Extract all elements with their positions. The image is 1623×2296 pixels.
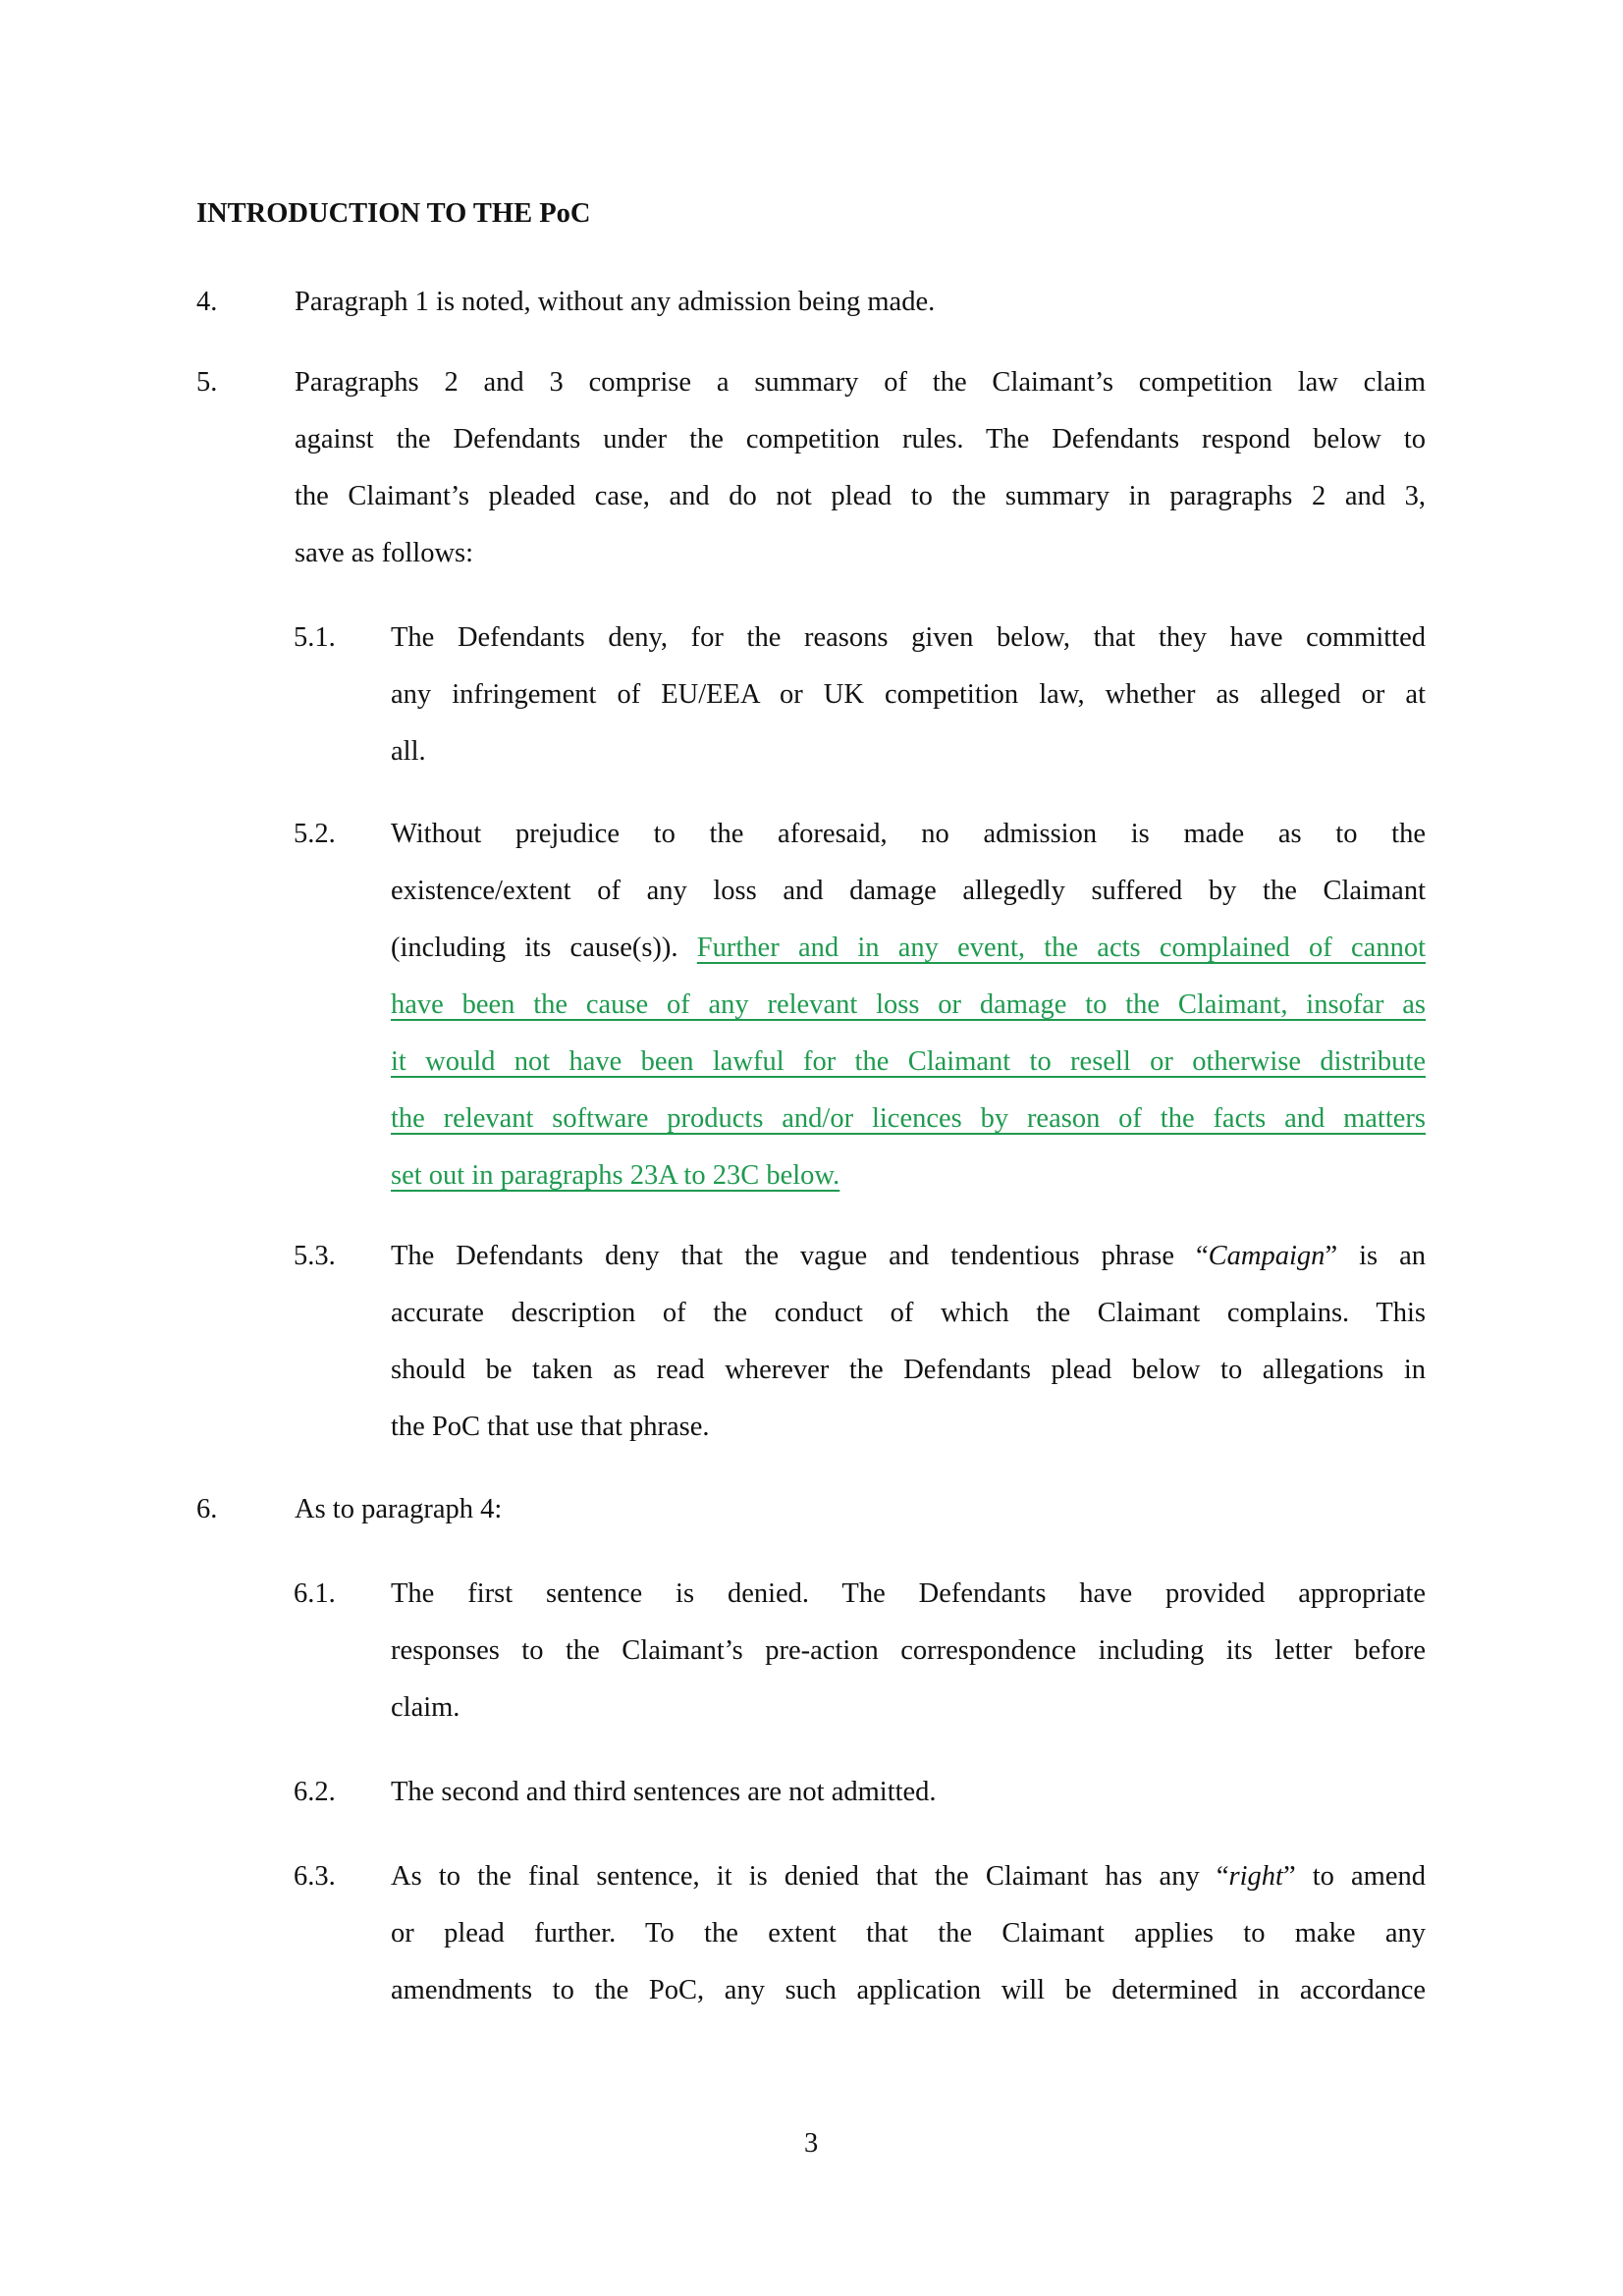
subparagraph-number: 6.3.	[294, 1861, 336, 1892]
paragraph-line: or plead further. To the extent that the Claimant applies to make any	[391, 1918, 1426, 1949]
paragraph-line: claim.	[391, 1692, 460, 1723]
amended-line: set out in paragraphs 23A to 23C below.	[391, 1160, 840, 1191]
subparagraph-number: 6.1.	[294, 1578, 336, 1609]
paragraph-line: accurate description of the conduct of which the Claimant complains. This	[391, 1298, 1426, 1328]
plain-text: ” to amend	[1282, 1861, 1426, 1892]
plain-text: (including its cause(s)).	[391, 933, 697, 963]
page-number: 3	[804, 2128, 819, 2159]
paragraph-line-mixed	[391, 932, 1426, 965]
paragraph-line: should be taken as read wherever the Defendants plead below to allegations in	[391, 1355, 1426, 1385]
paragraph-line: Paragraph 1 is noted, without any admission being made.	[295, 287, 936, 317]
plain-text: As to the final sentence, it is denied that the Claimant has any “	[391, 1861, 1229, 1892]
subparagraph-number: 5.1.	[294, 622, 336, 653]
plain-text: ” is an	[1325, 1241, 1426, 1271]
paragraph-line: responses to the Claimant’s pre-action correspondence including its letter before	[391, 1635, 1426, 1666]
subparagraph-number: 5.2.	[294, 819, 336, 849]
paragraph-line: save as follows:	[295, 538, 474, 568]
paragraph-line: As to paragraph 4:	[295, 1494, 503, 1524]
paragraph-line-mixed	[391, 1240, 1426, 1273]
section-heading: INTRODUCTION TO THE PoC	[196, 198, 591, 229]
paragraph-line: any infringement of EU/EEA or UK competition law, whether as alleged or at	[391, 679, 1426, 710]
paragraph-line: The second and third sentences are not admitted.	[391, 1777, 937, 1807]
paragraph-line: existence/extent of any loss and damage allegedly suffered by the Claimant	[391, 876, 1426, 906]
paragraph-line: Without prejudice to the aforesaid, no admission is made as to the	[391, 819, 1426, 849]
paragraph-number: 6.	[196, 1494, 218, 1524]
amended-text: Further and in any event, the acts complained of cannot	[696, 933, 1426, 963]
paragraph-line: the PoC that use that phrase.	[391, 1412, 710, 1442]
paragraph-line: amendments to the PoC, any such application will be determined in accordance	[391, 1975, 1426, 2005]
paragraph-line-mixed	[391, 1860, 1426, 1894]
paragraph-number: 5.	[196, 367, 218, 398]
subparagraph-number: 6.2.	[294, 1777, 336, 1807]
amended-line: have been the cause of any relevant loss or damage to the Claimant, insofar as	[391, 989, 1426, 1020]
amended-line: it would not have been lawful for the Claimant to resell or otherwise distribute	[391, 1046, 1426, 1077]
paragraph-line: the Claimant’s pleaded case, and do not plead to the summary in paragraphs 2 and 3,	[295, 481, 1426, 511]
italic-term: Campaign	[1208, 1241, 1325, 1271]
amended-line: the relevant software products and/or licences by reason of the facts and matters	[391, 1103, 1426, 1134]
paragraph-line: all.	[391, 736, 426, 767]
plain-text: The Defendants deny that the vague and tendentious phrase “	[391, 1241, 1209, 1271]
paragraph-line: The Defendants deny, for the reasons given below, that they have committed	[391, 622, 1426, 653]
italic-term: right	[1228, 1861, 1283, 1892]
paragraph-line: against the Defendants under the competition rules. The Defendants respond below to	[295, 424, 1426, 454]
paragraph-line: The first sentence is denied. The Defendants have provided appropriate	[391, 1578, 1426, 1609]
paragraph-number: 4.	[196, 287, 218, 317]
subparagraph-number: 5.3.	[294, 1241, 336, 1271]
paragraph-line: Paragraphs 2 and 3 comprise a summary of the Claimant’s competition law claim	[295, 367, 1426, 398]
